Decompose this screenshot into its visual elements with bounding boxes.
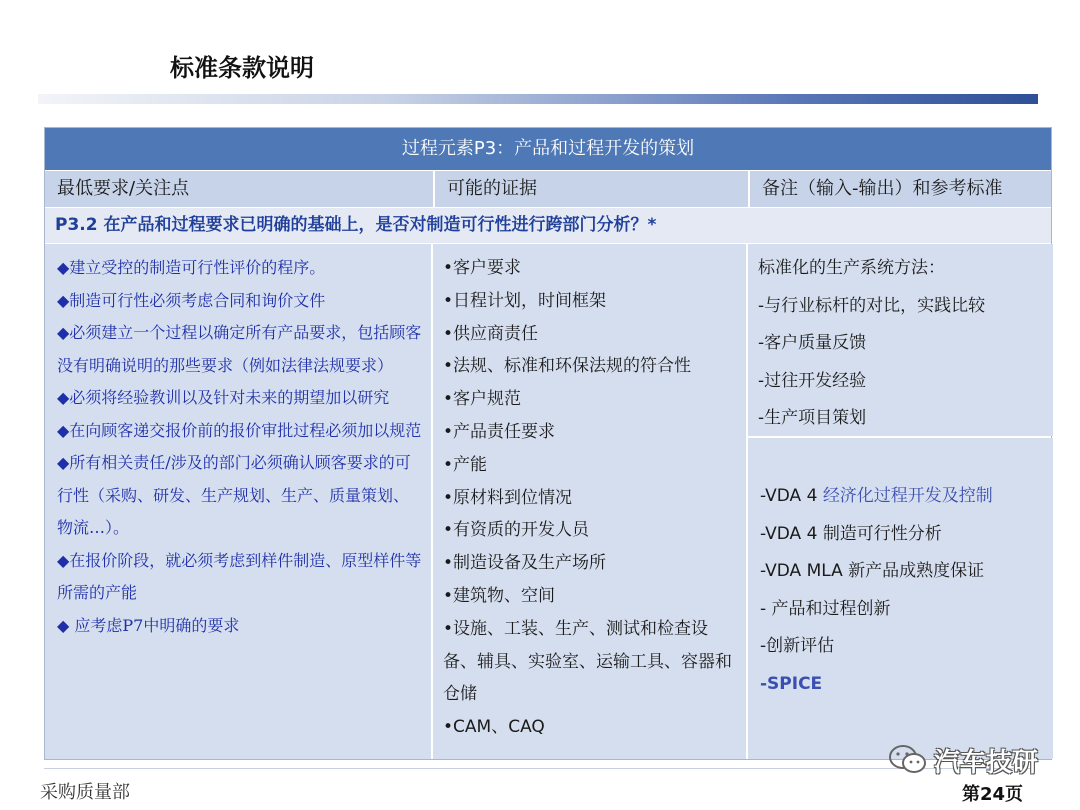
requirement-item: ◆在向顾客递交报价前的报价审批过程必须加以规范 [57,420,422,440]
requirement-item: ◆制造可行性必须考虑合同和询价文件 [57,290,326,310]
evidence-cell [433,244,746,759]
reference-prefix: -VDA MLA [760,561,849,581]
reference-item [760,516,1047,554]
note-item: -客户质量反馈 [758,333,867,353]
requirement-item: ◆所有相关责任/涉及的部门必须确认顾客要求的可行性（采购、研发、生产规划、生产、质量策划、物流…）。 [57,453,411,537]
page-title: 标准条款说明 [170,54,314,82]
requirement-item: ◆建立受控的制造可行性评价的程序。 [57,258,326,277]
notes-bottom-cell [748,438,1053,759]
header-gradient-bar [38,94,1038,104]
reference-prefix: - [760,598,772,619]
table-header-row [45,171,1051,207]
wechat-icon [888,744,928,776]
note-item: -生产项目策划 [758,408,867,428]
evidence-item: •原材料到位情况 [443,487,573,508]
question-row: P3.2 在产品和过程要求已明确的基础上，是否对制造可行性进行跨部门分析？* [45,208,1051,243]
reference-item [760,591,1047,629]
reference-item [760,666,1047,704]
evidence-item: •产能 [443,454,488,475]
reference-prefix: -VDA 4 [760,486,823,506]
reference-prefix: - [760,636,767,656]
evidence-item: •法规、标准和环保法规的符合性 [443,356,692,377]
reference-text: 创新评估 [766,636,835,656]
watermark [888,740,1038,780]
watermark-text: 汽车技研 [934,747,1039,778]
evidence-item: •客户要求 [443,258,522,278]
reference-prefix: -VDA 4 [760,523,823,544]
requirement-item: ◆必须建立一个过程以确定所有产品要求，包括顾客没有明确说明的那些要求（例如法律法规要求） [57,323,422,375]
reference-text: 产品和过程创新 [771,598,891,619]
note-item: -过往开发经验 [758,370,867,391]
reference-item [760,478,1047,516]
reference-text: -SPICE [760,673,823,694]
evidence-item: •制造设备及生产场所 [443,553,607,574]
note-item: -与行业标杆的对比，实践比较 [758,295,986,316]
reference-text: 经济化过程开发及控制 [822,486,993,506]
evidence-item: •建筑物、空间 [443,585,556,606]
requirements-cell [45,244,431,759]
evidence-item: •供应商责任 [443,323,539,344]
evidence-item: •有资质的开发人员 [443,520,590,541]
footer-department: 采购质量部 [40,782,130,803]
evidence-item: •客户规范 [443,389,522,410]
evidence-item: •日程计划，时间框架 [443,290,607,311]
reference-item [760,553,1047,591]
header-requirements: 最低要求/关注点 [57,178,190,199]
reference-item [760,628,1047,666]
reference-text: 新产品成熟度保证 [848,561,985,581]
requirement-item: ◆在报价阶段，就必须考虑到样件制造、原型样件等所需的产能 [57,550,422,602]
evidence-item: •设施、工装、生产、测试和检查设备、辅具、实验室、运输工具、容器和仓储 [443,618,732,705]
table-title: 过程元素P3：产品和过程开发的策划 [45,128,1051,170]
evidence-item: •产品责任要求 [443,421,556,442]
evidence-item: •CAM、CAQ [443,717,545,738]
note-item: 标准化的生产系统方法： [758,258,945,278]
standard-table [44,127,1052,760]
header-evidence: 可能的证据 [433,171,746,207]
requirement-item: ◆必须将经验教训以及针对未来的期望加以研究 [57,388,390,407]
reference-text: 制造可行性分析 [822,523,942,544]
footer-divider [44,768,1034,769]
page-number: 第24页 [962,784,1024,805]
header-notes: 备注（输入-输出）和参考标准 [748,171,1053,207]
requirement-item: ◆ 应考虑P7中明确的要求 [57,615,240,635]
notes-top-cell [748,244,1053,436]
